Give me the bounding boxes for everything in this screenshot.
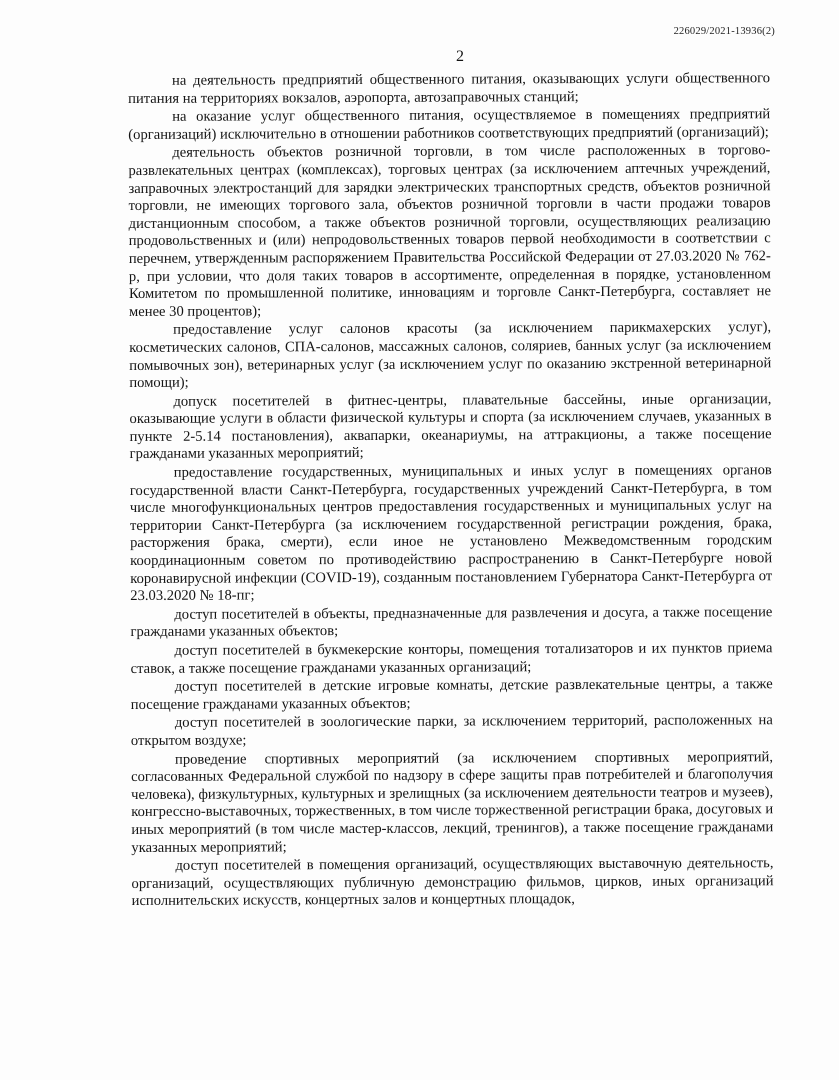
paragraph-government-services: предоставление государственных, муниципальных и иных услуг в помещениях органов государственной власти Санкт-Петербурга, государственных учреждений Санкт-Петербурга, в том числе многофункциональных центров предоставления государственных и муниципальных услуг на территории Санкт-Петербурга (за исключением государственной регистрации рождения, брака, расторжения брака, смерти), если иное не установлено Межведомственным городским координационным советом по противодействию распространению в Санкт-Петербурге новой коронавирусной инфекции (COVID-19), созданным постановлением Губернатора Санкт-Петербурга от 23.03.2020 № 18-пг; <box>129 462 773 605</box>
paragraph-public-catering-stations: на деятельность предприятий общественного питания, оказывающих услуги общественного питания на территориях вокзалов, аэропорта, автозаправочных станций; <box>128 70 771 107</box>
paragraph-bookmakers: доступ посетителей в букмекерские конторы, помещения тотализаторов и их пунктов приема ставок, а также посещение гражданами указанных организаций; <box>130 640 773 677</box>
paragraph-beauty-salons: предоставление услуг салонов красоты (за исключением парикмахерских услуг), косметических салонов, СПА-салонов, массажных салонов, соляриев, банных услуг (за исключением помывочных зон), ветеринарных услуг (за исключением услуг по оказанию экстренной ветеринарной помощи); <box>129 319 772 392</box>
document-body <box>128 70 774 912</box>
paragraph-entertainment-objects: доступ посетителей в объекты, предназначенные для развлечения и досуга, а также посещение гражданами указанных объектов; <box>130 604 773 641</box>
paragraph-retail-trade: деятельность объектов розничной торговли, в том числе расположенных в торгово-развлекательных центрах (комплексах), торговых центрах (за исключением аптечных учреждений, заправочных электростанций для зарядки электрических транспортных средств, объектов розничной торговли, не имеющих торгового зала, объектов розничной торговли в части продажи товаров дистанционным способом, а также объектов розничной торговли, осуществляющих реализацию продовольственных и (или) непродовольственных товаров первой необходимости в соответствии с перечнем, утвержденным распоряжением Правительства Российской Федерации от 27.03.2020 № 762-р, при условии, что доля таких товаров в ассортименте, определенная в порядке, установленном Комитетом по промышленной политике, инновациям и торговле Санкт-Петербурга, составляет не менее 30 процентов); <box>128 142 771 320</box>
paragraph-exhibitions-cinemas: доступ посетителей в помещения организаций, осуществляющих выставочную деятельность, организаций, осуществляющих публичную демонстрацию фильмов, цирков, иных организаций исполнительских искусств, концертных залов и концертных площадок, <box>131 855 774 910</box>
paragraph-zoological-parks: доступ посетителей в зоологические парки, за исключением территорий, расположенных на открытом воздухе; <box>130 712 773 749</box>
paragraph-children-play-rooms: доступ посетителей в детские игровые комнаты, детские развлекательные центры, а также посещение гражданами указанных объектов; <box>130 676 773 713</box>
document-registration-number: 226029/2021-13936(2) <box>673 26 775 37</box>
paragraph-events: проведение спортивных мероприятий (за исключением спортивных мероприятий, согласованных Федеральной службой по надзору в сфере защиты прав потребителей и благополучия человека), физкультурных, культурных и зрелищных (за исключением деятельности театров и музеев), конгрессно-выставочных, торжественных, в том числе торжественной регистрации брака, досуговых и иных мероприятий (в том числе мастер-классов, лекций, тренингов), а также посещение гражданами указанных мероприятий; <box>131 748 774 856</box>
page-number: 2 <box>456 48 464 65</box>
paragraph-catering-employees: на оказание услуг общественного питания, осуществляемое в помещениях предприятий (организаций) исключительно в отношении работников соответствующих предприятий (организаций); <box>128 106 771 143</box>
paragraph-fitness-centers: допуск посетителей в фитнес-центры, плавательные бассейны, иные организации, оказывающие услуги в области физической культуры и спорта (за исключением случаев, указанных в пункте 2-5.14 постановления), аквапарки, океанариумы, на аттракционы, а также посещение гражданами указанных мероприятий; <box>129 390 772 463</box>
